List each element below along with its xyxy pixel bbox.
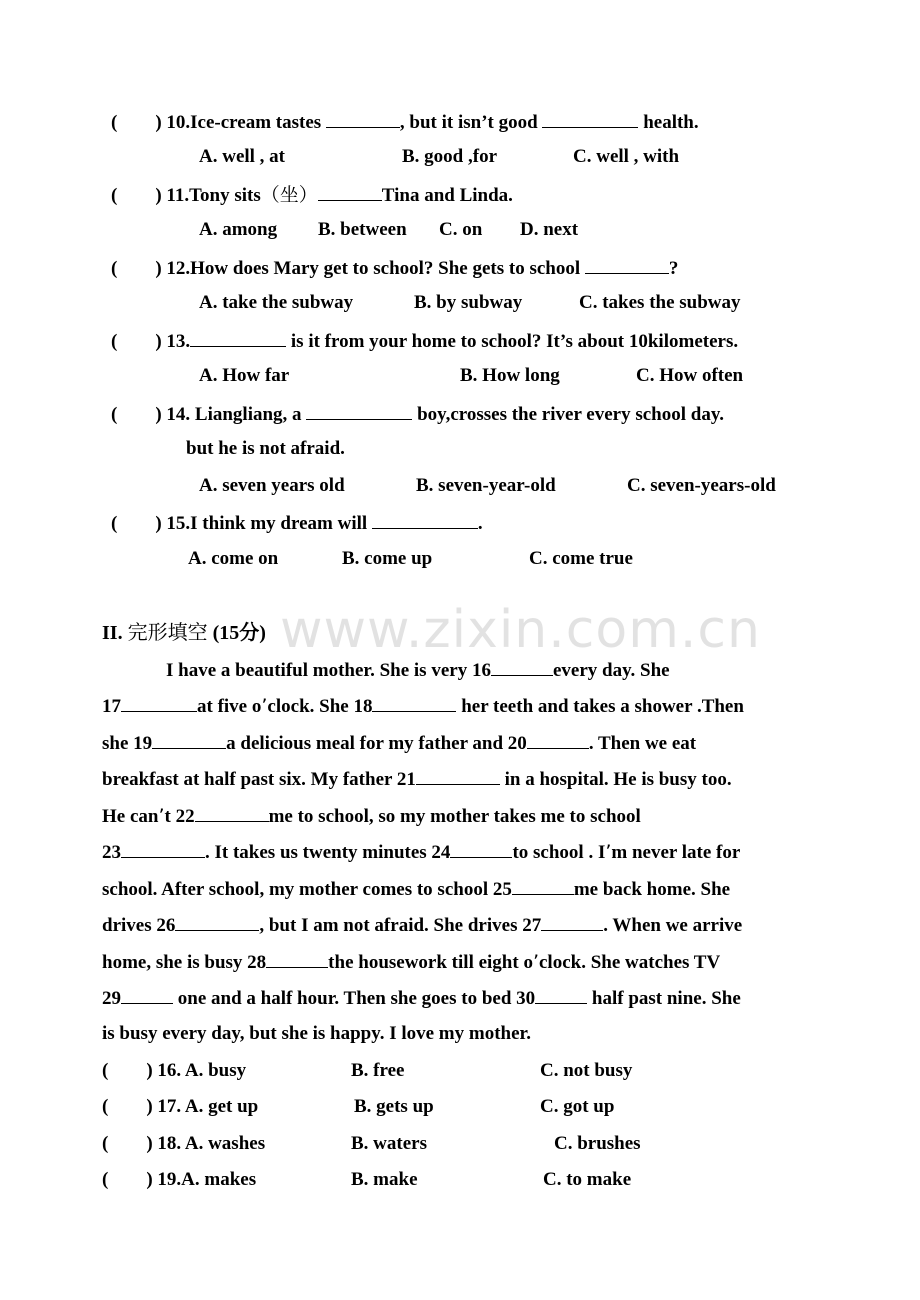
cloze-blank-28[interactable] — [266, 949, 328, 968]
cloze-blank-25[interactable] — [512, 876, 574, 895]
question-19: ( ) 19.A. makes — [102, 1169, 257, 1190]
q14-option-c: C. seven-years-old — [627, 475, 776, 496]
q11-option-a: A. among — [199, 219, 278, 240]
q17-option-c: C. got up — [540, 1096, 615, 1117]
question-16: ( ) 16. A. busy — [102, 1060, 247, 1081]
q18-option-b: B. waters — [351, 1133, 427, 1154]
question-13-stem: ( ) 13. is it from your home to school? It’s about 10kilometers. — [111, 328, 738, 354]
cloze-blank-17[interactable] — [121, 693, 197, 712]
passage-line-8: drives 26 , but I am not afraid. She drives 27 . When we arrive — [102, 912, 742, 938]
q13-option-b: B. How long — [460, 365, 560, 386]
cloze-blank-19[interactable] — [152, 730, 226, 749]
q10-option-a: A. well , at — [199, 146, 286, 167]
q17-option-b: B. gets up — [354, 1096, 434, 1117]
q11-option-b: B. between — [318, 219, 407, 240]
passage-line-6: 23 . It takes us twenty minutes 24 to school . I’m never late for — [102, 841, 741, 863]
question-10-stem: ( ) 10.Ice-cream tastes , but it isn’t good health. — [111, 109, 699, 135]
passage-line-4: breakfast at half past six. My father 21 in a hospital. He is busy too. — [102, 766, 732, 792]
cloze-blank-16[interactable] — [491, 657, 553, 676]
cloze-blank-18[interactable] — [372, 693, 456, 712]
q14-option-b: B. seven-year-old — [416, 475, 556, 496]
cloze-blank-24[interactable] — [450, 839, 512, 858]
q15-option-a: A. come on — [188, 548, 279, 569]
q18-option-c: C. brushes — [554, 1133, 641, 1154]
cloze-blank-21[interactable] — [416, 766, 500, 785]
passage-line-3: she 19 a delicious meal for my father and 20 . Then we eat — [102, 730, 696, 756]
cloze-blank-22[interactable] — [195, 803, 269, 822]
answer-blank[interactable] — [326, 109, 400, 128]
q19-option-c: C. to make — [543, 1169, 632, 1190]
question-14-stem: ( ) 14. Liangliang, a boy,crosses the river every school day. — [111, 401, 724, 427]
question-17: ( ) 17. A. get up — [102, 1096, 259, 1117]
answer-blank[interactable] — [318, 182, 382, 201]
question-18: ( ) 18. A. washes — [102, 1133, 266, 1154]
q14-option-a: A. seven years old — [199, 475, 345, 496]
watermark: www.zixin.com.cn — [280, 600, 761, 660]
cloze-blank-27[interactable] — [541, 912, 603, 931]
q19-option-b: B. make — [351, 1169, 418, 1190]
cloze-blank-23[interactable] — [121, 839, 205, 858]
q10-option-b: B. good ,for — [402, 146, 497, 167]
q11-option-c: C. on — [439, 219, 483, 240]
cloze-blank-26[interactable] — [175, 912, 259, 931]
answer-blank[interactable] — [542, 109, 638, 128]
answer-blank[interactable] — [585, 255, 669, 274]
q11-option-d: D. next — [520, 219, 579, 240]
q13-option-a: A. How far — [199, 365, 290, 386]
passage-line-10: 29 one and a half hour. Then she goes to bed 30 half past nine. She — [102, 985, 741, 1011]
q15-option-c: C. come true — [529, 548, 633, 569]
q16-option-b: B. free — [351, 1060, 405, 1081]
cloze-blank-29[interactable] — [121, 985, 173, 1004]
answer-blank[interactable] — [190, 328, 286, 347]
cloze-blank-30[interactable] — [535, 985, 587, 1004]
answer-blank[interactable] — [306, 401, 412, 420]
q15-option-b: B. come up — [342, 548, 433, 569]
passage-line-1: I have a beautiful mother. She is very 16 every day. She — [166, 657, 670, 683]
question-15-stem: ( ) 15.I think my dream will . — [111, 510, 483, 536]
q10-option-c: C. well , with — [573, 146, 680, 167]
q12-option-a: A. take the subway — [199, 292, 354, 313]
q12-option-c: C. takes the subway — [579, 292, 741, 313]
q16-option-c: C. not busy — [540, 1060, 633, 1081]
question-14-stem-continued: but he is not afraid. — [186, 438, 345, 459]
q12-option-b: B. by subway — [414, 292, 523, 313]
passage-line-2: 17 at five o’clock. She 18 her teeth and takes a shower .Then — [102, 695, 744, 717]
section-heading: II. 完形填空 (15分) — [102, 620, 266, 644]
question-11-stem: ( ) 11.Tony sits（坐） Tina and Linda. — [111, 184, 513, 206]
answer-blank[interactable] — [372, 510, 478, 529]
passage-line-9: home, she is busy 28 the housework till eight o’clock. She watches TV — [102, 951, 721, 973]
q13-option-c: C. How often — [636, 365, 744, 386]
question-12-stem: ( ) 12.How does Mary get to school? She gets to school ? — [111, 255, 678, 281]
passage-line-11: is busy every day, but she is happy. I love my mother. — [102, 1023, 531, 1044]
passage-line-5: He can’t 22 me to school, so my mother takes me to school — [102, 805, 641, 827]
cloze-blank-20[interactable] — [527, 730, 589, 749]
passage-line-7: school. After school, my mother comes to school 25 me back home. She — [102, 876, 730, 902]
